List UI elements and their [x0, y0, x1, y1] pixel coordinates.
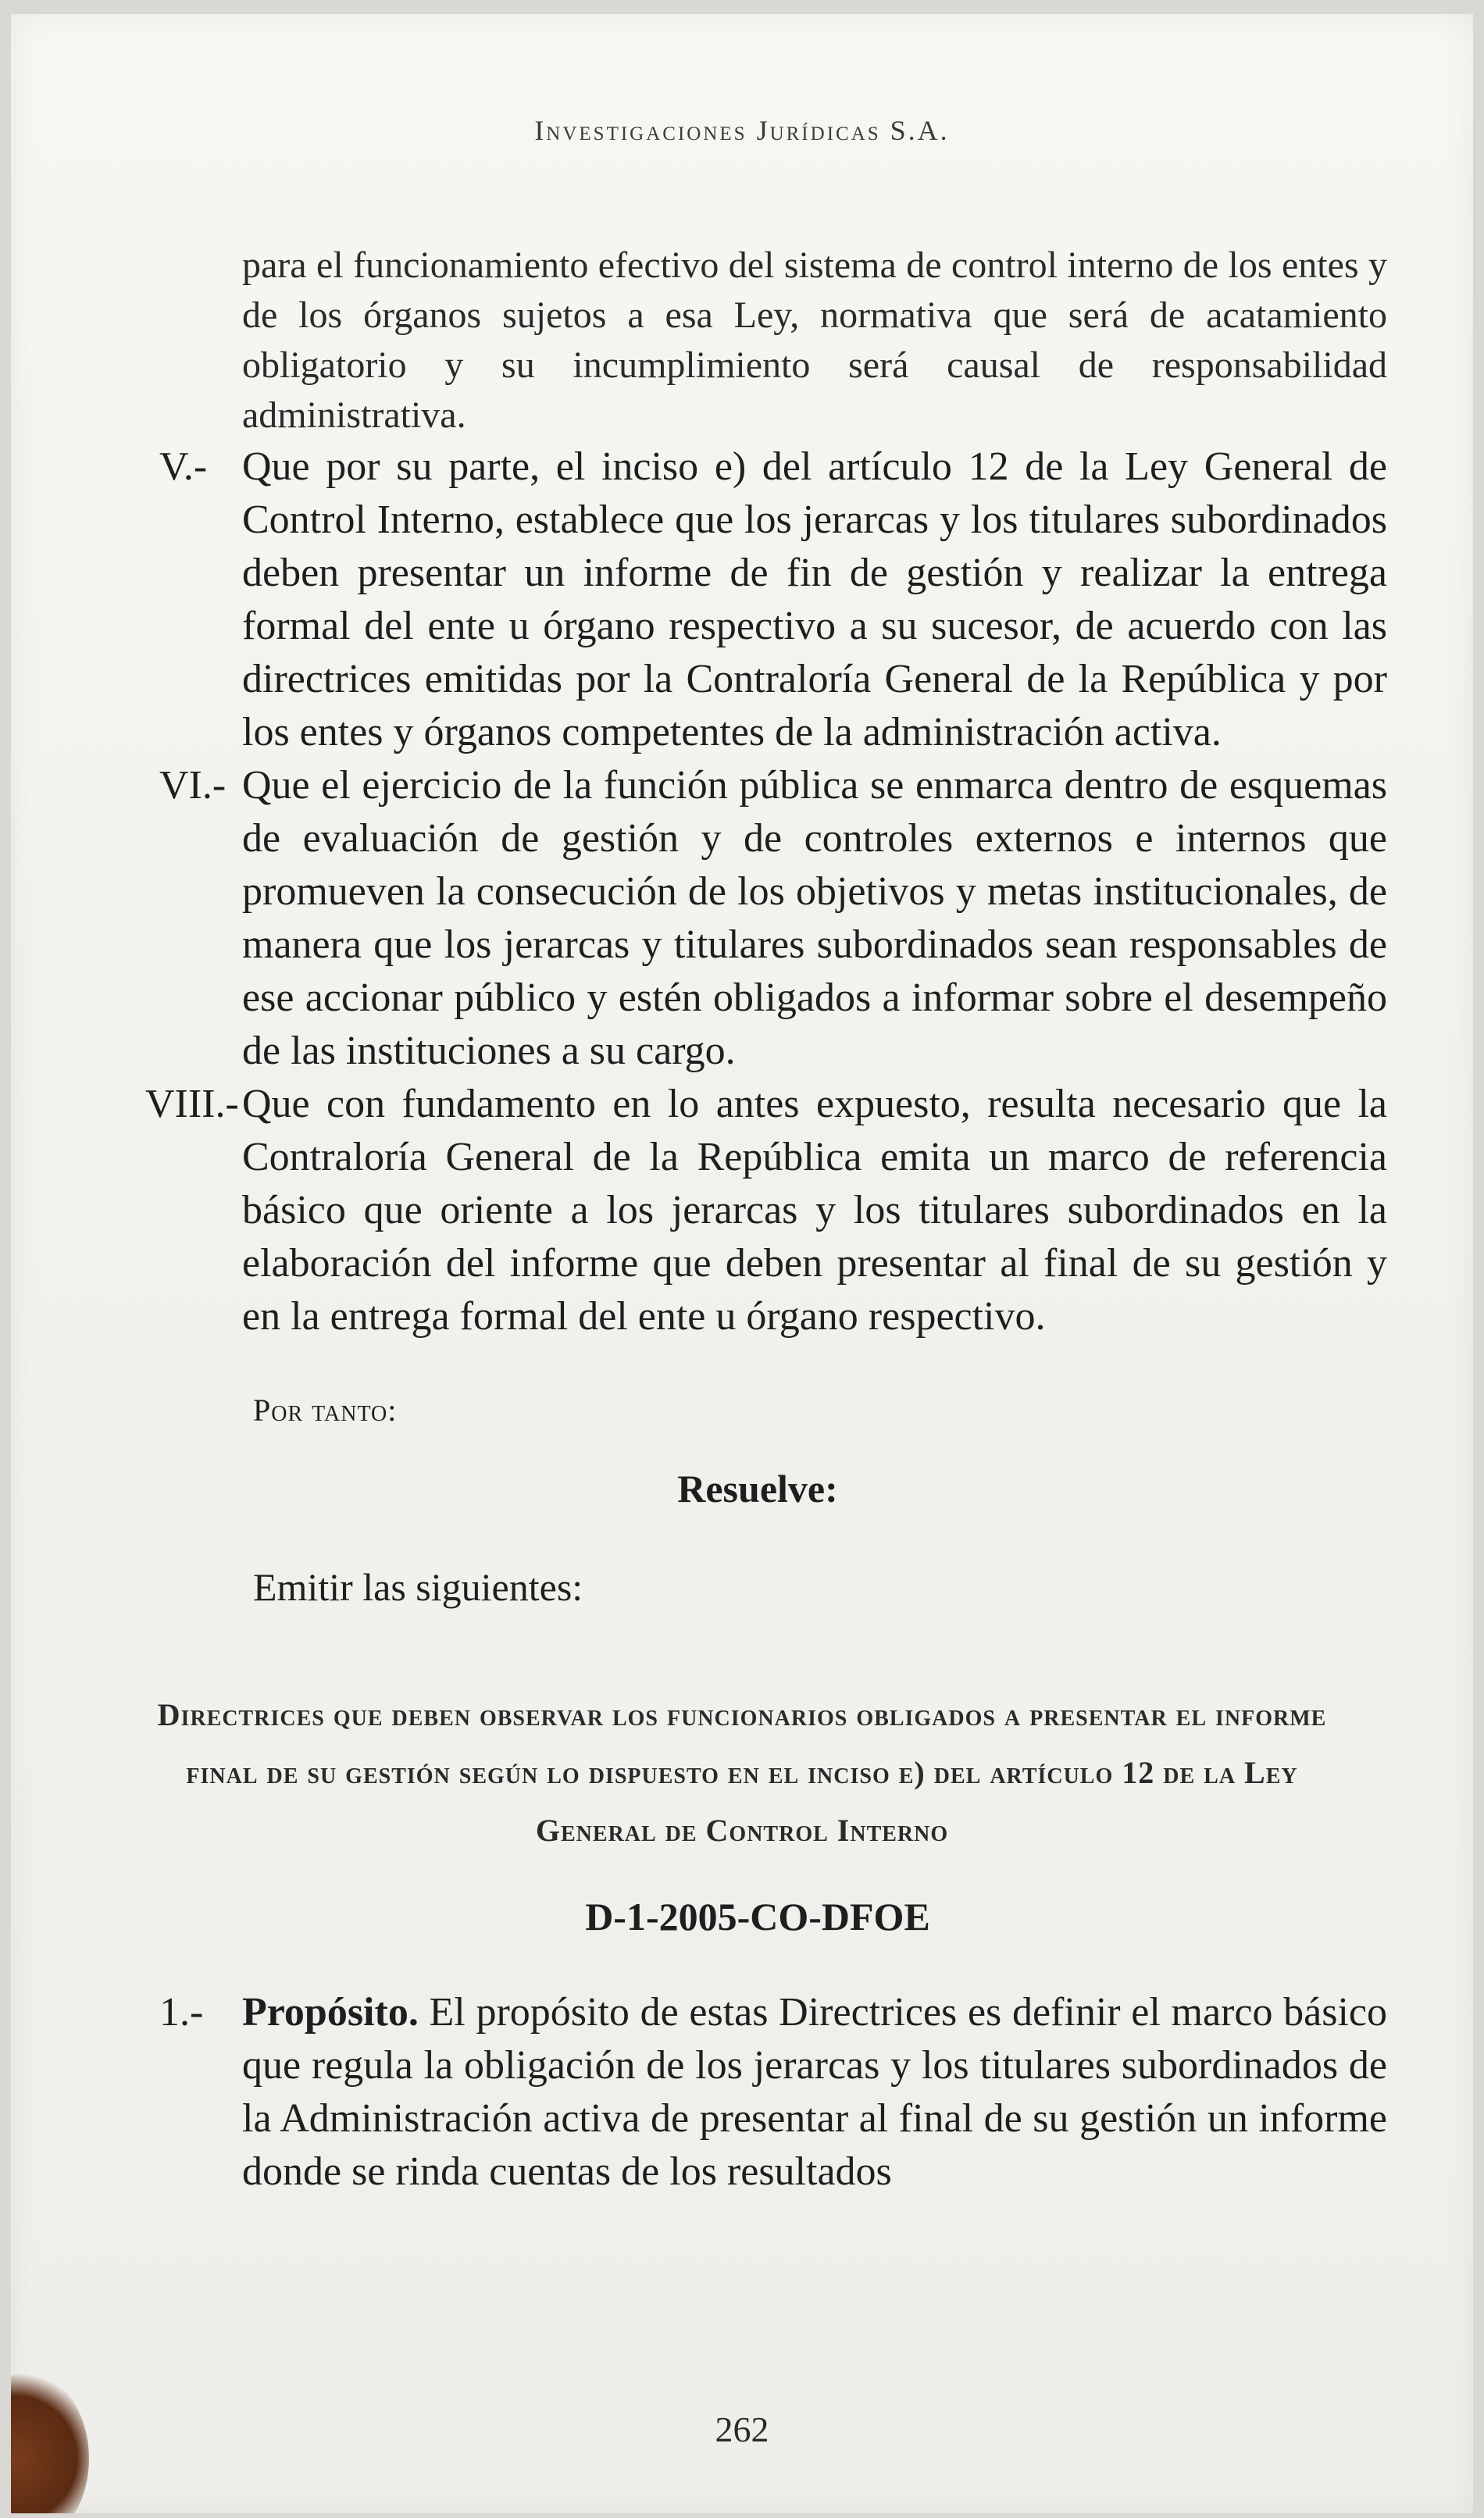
section-text: El propósito de estas Directrices es definir el marco básico que regula la obligación de los jerarcas y los titulares subordinados de la Administración activa de presentar al final de su gestión un informe donde se rinda cuentas de los resultados — [242, 1990, 1387, 2194]
list-item-v — [159, 440, 1387, 759]
section-number: 1.- — [159, 1990, 204, 2035]
section-proposito — [159, 1986, 1387, 2199]
list-item-viii — [145, 1078, 1387, 1343]
list-item-text: Que el ejercicio de la función pública se enmarca dentro de esquemas de evaluación de gestión y de controles externos e internos que promueven la consecución de los objetivos y metas institucionales, de manera que los jerarcas y titulares subordinados sean responsables de ese accionar público y estén obligados a informar sobre el desempeño de las instituciones a su cargo. — [242, 763, 1387, 1073]
section-lead: Propósito. — [242, 1990, 419, 2035]
list-item-vi — [159, 759, 1387, 1078]
page-content — [11, 241, 1473, 2199]
resuelve-heading: Resuelve: — [677, 1467, 838, 1510]
directive-code: D-1-2005-CO-DFOE — [585, 1895, 930, 1938]
por-tanto-heading: Por tanto: — [253, 1393, 398, 1428]
list-label: V.- — [159, 444, 208, 489]
list-item-text: Que por su parte, el inciso e) del artículo 12 de la Ley General de Control Interno, establece que los jerarcas y los titulares subordinados deben presentar un informe de fin de gestión y realizar la entrega formal del ente u órgano respectivo a su sucesor, de acuerdo con las directrices emitidas por la Contraloría General de la República y por los entes y órganos competentes de la administración activa. — [242, 444, 1387, 754]
emitir-line: Emitir las siguientes: — [253, 1565, 583, 1609]
list-item-text: Que con fundamento en lo antes expuesto, resulta necesario que la Contraloría General de la República emita un marco de referencia básico que oriente a los jerarcas y los titulares subordinados en la elaboración del informe que deben presentar al final de su gestión y en la entrega formal del ente u órgano respectivo. — [242, 1082, 1387, 1339]
list-label: VIII.- — [145, 1082, 239, 1126]
directrices-title: Directrices que deben observar los funcionarios obligados a presentar el informe final de su gestión según lo dispuesto en el inciso e) del artículo 12 de la Ley General de Control Interno — [157, 1697, 1327, 1848]
continued-paragraph: para el funcionamiento efectivo del sistema de control interno de los entes y de los órganos sujetos a esa Ley, normativa que será de acatamiento obligatorio y su incumplimiento será causal de responsabilidad administrativa. — [242, 244, 1387, 436]
page-number: 262 — [715, 2409, 769, 2449]
list-label: VI.- — [159, 763, 227, 808]
running-header: Investigaciones Jurídicas S.A. — [534, 115, 950, 146]
document-page — [11, 14, 1473, 2513]
